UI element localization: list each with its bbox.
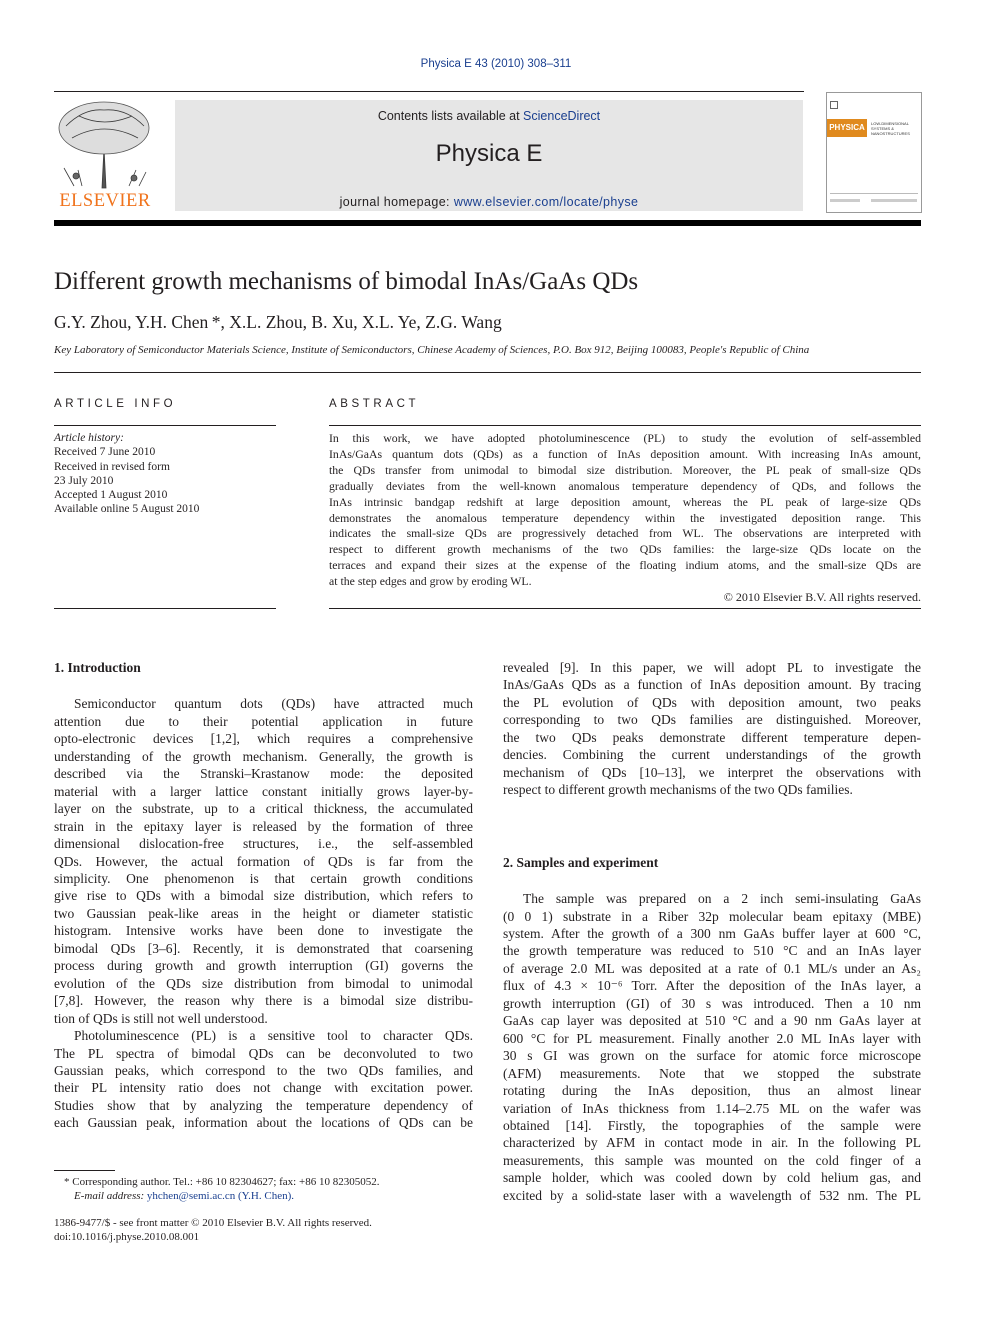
body-line: respect to different growth mechanisms of the two QDs families. <box>503 782 853 798</box>
journal-banner <box>175 100 803 211</box>
abstract-line: gradually deviates from the well-known anomalous temperature dependency of QDs, and follows the <box>329 478 921 493</box>
elsevier-wordmark: ELSEVIER <box>59 191 151 211</box>
issn-line: 1386-9477/$ - see front matter © 2010 Elsevier B.V. All rights reserved. <box>54 1217 372 1229</box>
cover-footer-mark <box>830 199 860 202</box>
body-line: the growth temperature was reduced to 510 °C and an InAs layer <box>503 943 921 959</box>
body-line: QDs. However, the actual formation of QDs is far from the <box>54 853 473 869</box>
cover-mark-icon <box>830 101 838 109</box>
body-line: the PL evolution of QDs with deposition amount, two peaks <box>503 694 921 710</box>
body-line: Photoluminescence (PL) is a sensitive tool to character QDs. <box>74 1028 473 1044</box>
body-line: understanding of the growth mechanism. Generally, the growth is <box>54 748 473 764</box>
body-line: obtained [14]. Firstly, the topographies of the sample were <box>503 1117 921 1133</box>
body-line: tion of QDs is still not well understood. <box>54 1010 268 1026</box>
abstract-line: at the step edges and grow by eroding WL. <box>329 574 532 589</box>
article-info-rule-bottom <box>54 608 276 609</box>
body-line: The PL spectra of bimodal QDs can be deconvoluted to two <box>54 1045 473 1061</box>
body-line: each Gaussian peak, information about the locations of QDs can be <box>54 1115 473 1131</box>
footnote <box>54 1175 379 1204</box>
abstract-line: In this work, we have adopted photoluminescence (PL) to study the evolution of self-assembled <box>329 431 921 445</box>
body-line: dimensional dislocation-free structures, i.e., the self-assembled <box>54 836 473 852</box>
body-line: characterized by AFM in contact mode in air. In the following PL <box>503 1135 921 1151</box>
abstract-line: indicates the small-size QDs are progressively detached from WL. The observations are interpreted with <box>329 526 921 541</box>
body-line: give rise to QDs with a bimodal size distribution, which refers to <box>54 888 473 904</box>
cover-subtitle: LOW-DIMENSIONAL SYSTEMS & NANOSTRUCTURES <box>871 121 910 136</box>
contents-prefix: Contents lists available at <box>377 109 524 123</box>
body-line: corresponding to two QDs families are distinguished. Moreover, <box>503 712 921 728</box>
body-line: layer on the substrate, up to a critical thickness, the accumulated <box>54 801 473 817</box>
body-line: 30 s GI was grown on the surface for atomic force microscope <box>503 1048 921 1064</box>
body-line: described via the Stranski–Krastanow mode: the deposited <box>54 766 473 782</box>
body-line: [7,8]. However, the reason why there is a bimodal size distribu- <box>54 993 473 1009</box>
body-line: dencies. Combining the current understandings of the growth <box>503 747 921 763</box>
body-line: evolution of the QDs size distribution from bimodal to unimodal <box>54 975 473 991</box>
header-rule <box>54 91 804 92</box>
abstract-line: respect to different growth mechanisms of the two QDs families: the large-size QDs locate on the <box>329 542 921 557</box>
email-label: E-mail address: <box>74 1190 147 1203</box>
body-line: variation of InAs thickness from 1.14–2.75 ML on the wafer was <box>503 1100 921 1116</box>
article-title: Different growth mechanisms of bimodal InAs/GaAs QDs <box>54 268 639 295</box>
body-line: strain in the epitaxy layer is released by the formation of three <box>54 818 473 834</box>
journal-name: Physica E <box>435 140 543 167</box>
body-column-left <box>54 659 473 1132</box>
tree-icon <box>54 98 156 190</box>
abstract-line: InAs intrinsic bandgap redshift at large deposition amount, whereas the PL peak of large-size QDs <box>329 494 921 509</box>
article-authors: G.Y. Zhou, Y.H. Chen *, X.L. Zhou, B. Xu, X.L. Ye, Z.G. Wang <box>54 312 502 332</box>
article-info-heading: ARTICLE INFO <box>54 398 177 410</box>
journal-cover[interactable] <box>826 92 922 213</box>
body-column-right <box>503 659 921 1204</box>
body-line: 600 °C for PL measurement. Finally another 2.0 ML InAs layer with <box>503 1030 921 1046</box>
abstract-line: the QDs transfer from unimodal to bimodal size distribution. Moreover, the PL peak of small-size QDs <box>329 462 921 477</box>
journal-citation[interactable]: Physica E 43 (2010) 308–311 <box>420 58 572 70</box>
body-line: sample holder, which was cooled down by cold helium gas, and <box>503 1170 921 1186</box>
body-line: mechanism of QDs [10–13], we interpret the observations with <box>503 764 921 780</box>
heading-spacer <box>503 871 921 890</box>
section-spacer <box>503 799 921 854</box>
contents-line <box>175 109 803 123</box>
abstract-line: InAs/GaAs quantum dots (QDs) as a function of InAs deposition amount. With increasing InAs amount, <box>329 446 921 461</box>
body-line: process during growth and growth interruption (GI) governs the <box>54 958 473 974</box>
body-line: rotating during the InAs deposition, thus an almost linear <box>503 1083 921 1099</box>
cover-footer-mark <box>871 199 917 202</box>
heading-spacer <box>54 676 473 695</box>
body-line: histogram. Intensive works have been done to investigate the <box>54 923 473 939</box>
homepage-link[interactable]: www.elsevier.com/locate/physe <box>453 195 639 209</box>
section-heading-introduction: 1. Introduction <box>54 660 141 675</box>
body-line: flux of 4.3 × 10⁻⁶ Torr. After the deposition of the InAs layer, a <box>503 978 921 994</box>
body-line: InAs/GaAs QDs as a function of InAs deposition amount. By tracing <box>503 677 921 693</box>
body-line: simplicity. One phenomenon is that certain growth conditions <box>54 870 473 886</box>
body-line: GaAs cap layer was deposited at 510 °C and a 90 nm GaAs layer at <box>503 1013 921 1029</box>
abstract-rule-bottom <box>329 608 921 609</box>
body-line: Gaussian peaks, which correspond to the two QDs families, and <box>54 1062 473 1078</box>
body-line: bimodal QDs [3–6]. Recently, it is demonstrated that coarsening <box>54 940 473 956</box>
footnote-rule <box>54 1170 115 1171</box>
cover-title: PHYSICA <box>827 119 867 137</box>
body-line: excited by a solid-state laser with a wavelength of 532 nm. The PL <box>503 1187 921 1203</box>
body-line: (0 0 1) substrate in a Riber 32p molecular beam epitaxy (MBE) <box>503 908 921 924</box>
section-heading-samples: 2. Samples and experiment <box>503 854 659 870</box>
body-line: The sample was prepared on a 2 inch semi-insulating GaAs <box>523 891 921 907</box>
doi-line[interactable]: doi:10.1016/j.physe.2010.08.001 <box>54 1231 200 1244</box>
cover-rule <box>830 193 918 194</box>
body-line: Semiconductor quantum dots (QDs) have attracted much <box>74 696 473 712</box>
abstract-line: terraces and expand their sizes at the expense of the floating indium atoms, and the small-size QDs are <box>329 558 921 573</box>
abstract-heading: ABSTRACT <box>329 398 420 410</box>
email-note <box>54 1189 379 1203</box>
elsevier-logo[interactable] <box>54 98 156 212</box>
history-item: 23 July 2010 <box>54 474 114 487</box>
history-item: Accepted 1 August 2010 <box>54 489 168 502</box>
homepage-prefix: journal homepage: <box>339 195 454 209</box>
history-item: Received in revised form <box>54 460 170 473</box>
body-line: of average 2.0 ML was deposited at a rate of 0.1 ML/s under an As₂ <box>503 960 921 976</box>
abstract-line: demonstrates the anomalous temperature dependency within the investigated deposition range. This <box>329 510 921 525</box>
body-line: measurements, this sample was mounted on the cold finger of a <box>503 1152 921 1168</box>
article-affiliation: Key Laboratory of Semiconductor Materials Science, Institute of Semiconductors, Chinese Academy of Sciences, P.O. Box 912, Beijing 100083, People's Republic of China <box>54 344 810 356</box>
front-matter <box>54 1216 372 1245</box>
body-line: two Gaussian peak-like areas in the height or diameter statistic <box>54 905 473 921</box>
body-line: attention due to their potential application in future <box>54 713 473 729</box>
body-line: the two QDs peaks demonstrate different temperature depen- <box>503 729 921 745</box>
body-line: Studies show that by analyzing the temperature dependency of <box>54 1097 473 1113</box>
history-item: Received 7 June 2010 <box>54 446 156 459</box>
abstract-text <box>329 431 921 590</box>
body-line: growth interruption (GI) of 30 s was introduced. Then a 10 nm <box>503 995 921 1011</box>
body-line: (AFM) measurements. Note that we stopped the substrate <box>503 1065 921 1081</box>
abstract-rule <box>329 425 921 426</box>
body-line: system. After the growth of a 300 nm GaAs buffer layer at 600 °C, <box>503 925 921 941</box>
header-thick-rule <box>54 220 921 226</box>
body-line: opto-electronic devices [1,2], which requires a comprehensive <box>54 731 473 747</box>
body-line: material with a larger lattice constant initially grows layer-by- <box>54 783 473 799</box>
abstract-copyright: © 2010 Elsevier B.V. All rights reserved. <box>723 590 921 604</box>
history-label: Article history: <box>54 432 124 444</box>
history-item: Available online 5 August 2010 <box>54 503 200 516</box>
body-line: their PL intensity ratio does not change with excitation power. <box>54 1080 473 1096</box>
title-rule <box>54 372 921 373</box>
email-link[interactable]: yhchen@semi.ac.cn (Y.H. Chen). <box>146 1190 295 1203</box>
article-info-rule <box>54 425 276 426</box>
article-history <box>54 431 199 517</box>
sciencedirect-link[interactable]: ScienceDirect <box>523 109 601 123</box>
corresponding-author-note: * Corresponding author. Tel.: +86 10 82304627; fax: +86 10 82305052. <box>64 1176 380 1188</box>
body-line: revealed [9]. In this paper, we will adopt PL to investigate the <box>503 660 921 675</box>
homepage-line <box>175 195 803 209</box>
